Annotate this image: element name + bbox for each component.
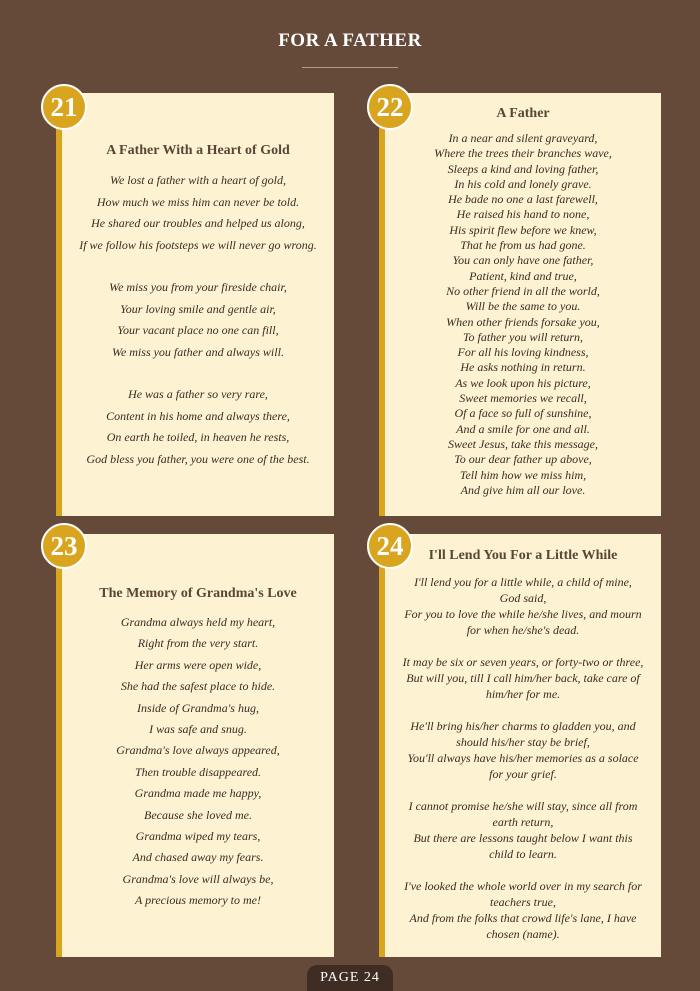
poem-line: He raised his hand to none, [456, 207, 590, 222]
poem-line: Right from the very start. [137, 636, 259, 651]
poem-line: Your vacant place no one can fill, [117, 323, 279, 337]
poem-line: And from the folks that crowd life's lane, I have [409, 911, 637, 925]
poem-line: You can only have one father, [452, 253, 594, 268]
poem-title: A Father [496, 106, 550, 121]
poem-line: Sleeps a kind and loving father, [447, 161, 599, 176]
poem-line: Content in his home and always there, [106, 408, 290, 423]
poem-line: When other friends forsake you, [446, 314, 600, 329]
poem-line: for when he/she's dead. [466, 623, 580, 637]
poem-line: He'll bring his/her charms to gladden you, and [410, 719, 636, 733]
poem-title: A Father With a Heart of Gold [106, 143, 290, 158]
title-divider [302, 67, 398, 68]
poem-number-badge: 21 [41, 84, 87, 130]
poem-stanza [62, 384, 334, 470]
poem-line: Of a face so full of sunshine, [454, 406, 592, 421]
poem-card-24 [379, 534, 661, 957]
poem-line: And give him all our love. [460, 482, 586, 497]
poem-stanza [385, 131, 661, 498]
poem-line: God bless you father, you were one of the best. [86, 451, 310, 466]
poem-line: To father you will return, [462, 329, 584, 344]
poem-line: child to learn. [489, 847, 557, 861]
poem-line: Sweet memories we recall, [459, 391, 587, 406]
page-number-tab: PAGE 24 [307, 965, 393, 991]
poem-line: Because she loved me. [144, 807, 252, 822]
poem-line: We miss you from your fireside chair, [109, 280, 287, 294]
poem-line: Where the trees their branches wave, [434, 146, 612, 161]
poem-line: You'll always have his/her memories as a solace [407, 751, 639, 765]
poem-line: And a smile for one and all. [456, 421, 590, 436]
poem-line: God said, [499, 591, 547, 605]
poem-line: chosen (name). [486, 927, 560, 941]
poem-line: A precious memory to me! [135, 893, 261, 908]
poem-line: For you to love the while he/she lives, and mourn [404, 607, 642, 621]
poem-number-badge: 22 [367, 84, 413, 130]
poem-number-badge: 23 [41, 523, 87, 569]
page-title: FOR A FATHER [278, 30, 422, 51]
poem-line: Sweet Jesus, take this message, [448, 436, 598, 451]
poem-line: Grandma's love will always be, [122, 871, 274, 886]
poem-line: In a near and silent graveyard, [448, 131, 598, 145]
poem-stanza [62, 170, 334, 256]
poem-body [385, 574, 661, 958]
poem-number-badge: 24 [367, 523, 413, 569]
poem-line: As we look upon his picture, [455, 375, 591, 390]
poem-line: I cannot promise he/she will stay, since all from [408, 799, 638, 813]
poem-line: And chased away my fears. [132, 850, 264, 865]
poem-line: But there are lessons taught below I want this [413, 831, 633, 845]
poem-line: Grandma always held my heart, [120, 615, 276, 629]
poem-line: I'll lend you for a little while, a child of mine, [414, 575, 632, 589]
poem-line: Grandma made me happy, [134, 786, 262, 801]
poem-stanza [395, 654, 651, 702]
poem-line: earth return, [492, 815, 554, 829]
poem-line: He shared our troubles and helped us along, [91, 216, 305, 230]
poem-body [62, 612, 334, 933]
poem-line: He bade no one a last farewell, [448, 192, 598, 207]
poem-line: should his/her stay be brief, [456, 735, 590, 749]
poem-line: I was safe and snug. [149, 722, 247, 737]
poem-stanza [62, 277, 334, 363]
poem-line: We lost a father with a heart of gold, [110, 173, 286, 187]
poem-line: We miss you father and always will. [112, 344, 284, 359]
poem-line: Inside of Grandma's hug, [137, 700, 259, 715]
poem-line: Her arms were open wide, [134, 657, 262, 672]
poem-title: The Memory of Grandma's Love [99, 586, 297, 601]
poem-line: Grandma wiped my tears, [135, 829, 261, 844]
poem-stanza [62, 612, 334, 912]
poem-line: For all his loving kindness, [457, 345, 589, 360]
poem-line: His spirit flew before we knew, [449, 222, 597, 237]
poem-line: In his cold and lonely grave. [454, 176, 592, 191]
poem-stanza [395, 574, 651, 638]
poem-line: He was a father so very rare, [128, 387, 268, 401]
poem-line: How much we miss him can never be told. [96, 194, 300, 209]
poem-line: That he from us had gone. [460, 238, 586, 253]
poem-line: But will you, till I call him/her back, take care of [406, 671, 640, 685]
poem-card-23 [56, 534, 334, 957]
poem-line: If we follow his footsteps we will never go wrong. [79, 237, 317, 252]
poem-line: for your grief. [489, 767, 557, 781]
poem-body [62, 170, 334, 491]
poem-line: On earth he toiled, in heaven he rests, [106, 430, 290, 444]
poem-card-21 [56, 93, 334, 516]
poem-line: He asks nothing in return. [460, 360, 586, 375]
poem-line: Tell him how we miss him, [459, 467, 587, 482]
poem-line: teachers true, [490, 895, 556, 909]
poem-line: Then trouble disappeared. [134, 764, 262, 779]
poem-stanza [395, 718, 651, 782]
poem-line: To our dear father up above, [454, 452, 592, 467]
poem-body [385, 131, 661, 519]
poem-card-22 [379, 93, 661, 516]
poem-line: I've looked the whole world over in my search for [404, 879, 642, 893]
poem-stanza [395, 798, 651, 862]
poem-line: Your loving smile and gentle air, [120, 301, 276, 316]
poem-stanza [395, 878, 651, 942]
poem-line: It may be six or seven years, or forty-two or three, [402, 655, 644, 669]
poem-line: Grandma's love always appeared, [116, 743, 280, 758]
poem-line: Will be the same to you. [465, 299, 581, 314]
poem-line: She had the safest place to hide. [120, 679, 276, 694]
poem-line: Patient, kind and true, [469, 268, 577, 283]
poem-line: No other friend in all the world, [446, 283, 600, 298]
poem-title: I'll Lend You For a Little While [428, 548, 618, 563]
poem-line: him/her for me. [485, 687, 561, 701]
